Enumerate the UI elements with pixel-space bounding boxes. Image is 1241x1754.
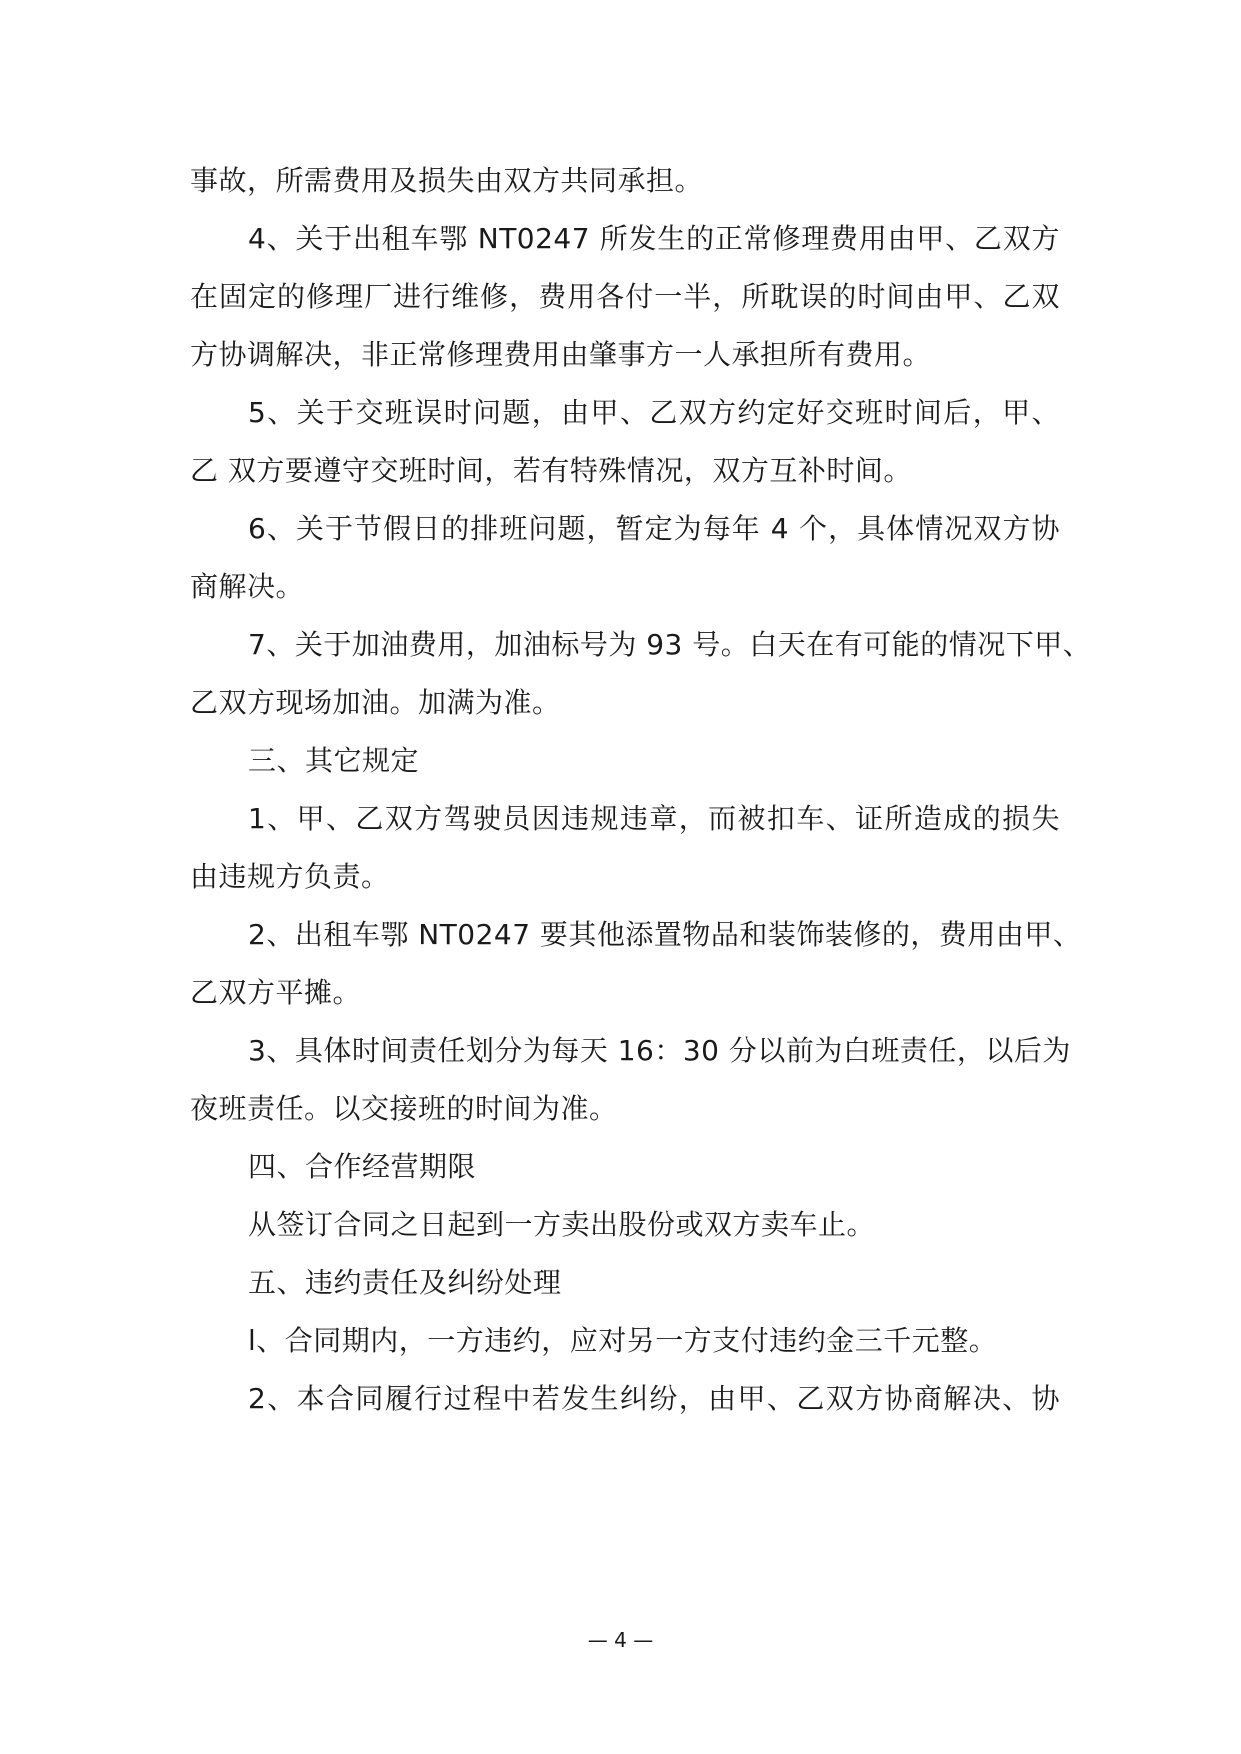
text-line-4: 方协调解决，非正常修理费用由肇事方一人承担所有费用。 xyxy=(190,338,932,371)
text-line-12: 1、甲、乙双方驾驶员因违规违章，而被扣车、证所造成的损失 xyxy=(248,802,1060,835)
text-line-22: 2、本合同履行过程中若发生纠纷，由甲、乙双方协商解决、协 xyxy=(248,1382,1060,1415)
text-line-9: 7、关于加油费用，加油标号为 93 号。白天在有可能的情况下甲、 xyxy=(248,628,1092,661)
text-line-5: 5、关于交班误时问题，由甲、乙双方约定好交班时间后，甲、 xyxy=(248,396,1060,429)
text-line-10: 乙双方现场加油。加满为准。 xyxy=(190,686,561,719)
text-line-2: 4、关于出租车鄂 NT0247 所发生的正常修理费用由甲、乙双方 xyxy=(248,222,1060,255)
text-line-17: 夜班责任。以交接班的时间为准。 xyxy=(190,1092,618,1125)
text-line-8: 商解决。 xyxy=(190,570,305,603)
text-line-3: 在固定的修理厂进行维修，费用各付一半，所耽误的时间由甲、乙双 xyxy=(190,280,1060,313)
page-number: — 4 — xyxy=(587,1628,654,1652)
text-line-7: 6、关于节假日的排班问题，暂定为每年 4 个，具体情况双方协 xyxy=(248,512,1060,545)
section-heading-4: 四、合作经营期限 xyxy=(248,1150,477,1183)
text-line-21: l、合同期内，一方违约，应对另一方支付违约金三千元整。 xyxy=(248,1324,998,1357)
text-line-16: 3、具体时间责任划分为每天 16：30 分以前为白班责任，以后为 xyxy=(248,1034,1071,1067)
text-line-6: 乙 双方要遵守交班时间，若有特殊情况，双方互补时间。 xyxy=(190,454,912,487)
section-heading-3: 三、其它规定 xyxy=(248,744,420,777)
text-line-14: 2、出租车鄂 NT0247 要其他添置物品和装饰装修的，费用由甲、 xyxy=(248,918,1082,951)
text-line-15: 乙双方平摊。 xyxy=(190,976,362,1009)
section-heading-5: 五、违约责任及纠纷处理 xyxy=(248,1266,562,1299)
text-line-13: 由违规方负责。 xyxy=(190,860,390,893)
text-line-1: 事故，所需费用及损失由双方共同承担。 xyxy=(190,164,704,197)
text-line-19: 从签订合同之日起到一方卖出股份或双方卖车止。 xyxy=(248,1208,876,1241)
